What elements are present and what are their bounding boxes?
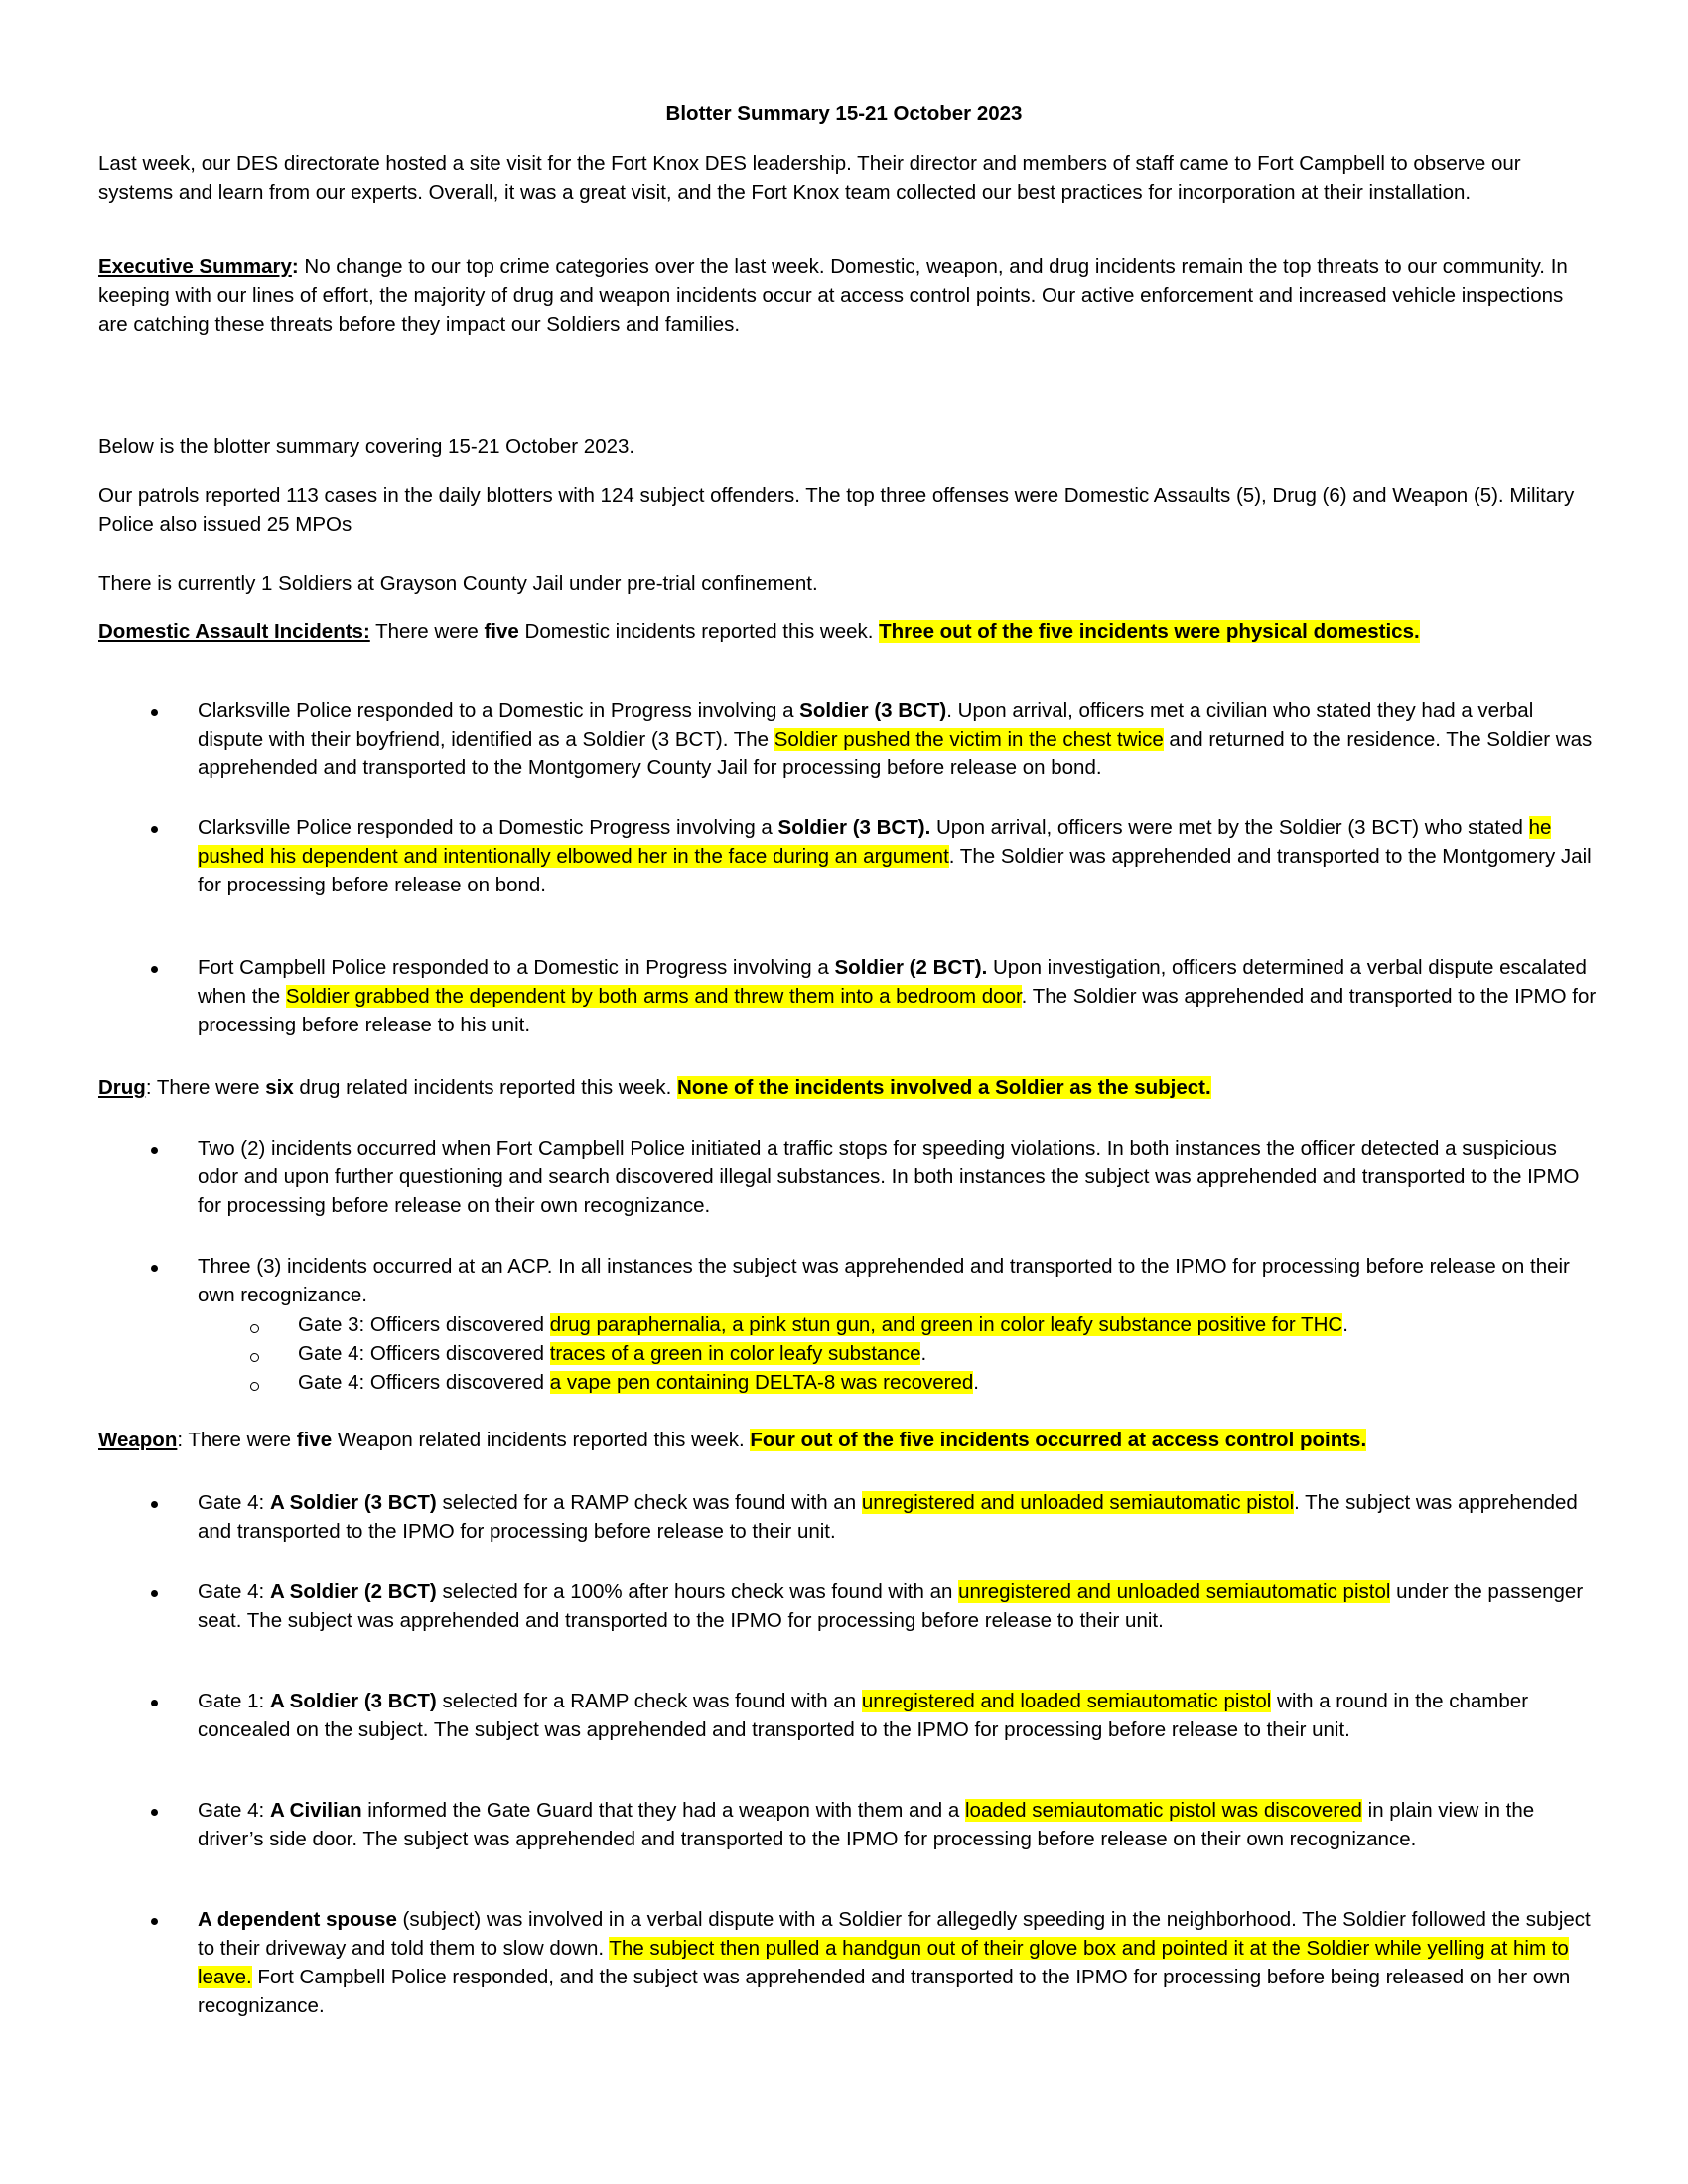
item-text: and returned to the residence. The Soldier was apprehended and transported to the Montgomery County Jail for processing before release on bond. [198,728,1593,779]
item-text: Upon investigation, officers determined a verbal dispute escalated when the [198,956,1587,1008]
drug-sub-item-1 [298,1310,1589,1339]
item-subject: A Soldier (2 BCT) [269,1580,437,1603]
weapon-item-1 [198,1488,1598,1546]
weapon-count: five [296,1429,333,1451]
weapon-item-2 [198,1577,1598,1635]
item-text: . The Soldier was apprehended and transported to the Montgomery Jail for processing before release on bond. [198,845,1592,896]
coverage-paragraph: Below is the blotter summary covering 15-21 October 2023. [98,435,635,458]
item-text: with a round in the chamber concealed on the subject. The subject was apprehended and transported to the IPMO for processing before release to their unit. [198,1690,1529,1741]
domestic-item-3 [198,953,1598,1039]
item-text: . [973,1371,979,1394]
circle-bullet-icon [250,1353,259,1362]
executive-summary-label: Executive Summary [98,255,292,278]
drug-text-2: drug related incidents reported this week. [293,1076,678,1099]
item-text: Fort Campbell Police responded to a Domestic in Progress involving a [198,956,835,979]
item-highlight: a vape pen containing DELTA-8 was recovered [549,1371,974,1394]
weapon-item-4 [198,1796,1598,1853]
item-text: selected for a RAMP check was found with an [436,1491,862,1514]
executive-summary-colon: : [291,255,299,278]
item-subject: A dependent spouse [198,1908,397,1931]
item-text: Gate 4: Officers discovered [298,1371,550,1394]
drug-sub-item-2 [298,1339,1589,1368]
drug-sub-item-3 [298,1368,1589,1397]
item-highlight: unregistered and unloaded semiautomatic pistol [958,1580,1391,1603]
drug-heading [98,1073,1598,1102]
item-text: Clarksville Police responded to a Domestic Progress involving a [198,816,778,839]
item-highlight: drug paraphernalia, a pink stun gun, and green in color leafy substance positive for THC [549,1313,1343,1336]
domestic-heading [98,617,1598,646]
bullet-icon [148,1501,162,1515]
domestic-label: Domestic Assault Incidents: [98,620,370,643]
weapon-text-2: Weapon related incidents reported this week. [332,1429,751,1451]
item-subject: A Soldier (3 BCT) [269,1491,437,1514]
drug-highlight: None of the incidents involved a Soldier as the subject. [677,1076,1211,1099]
weapon-text-1: : There were [177,1429,297,1451]
domestic-count: five [484,620,519,643]
item-text: selected for a RAMP check was found with an [436,1690,862,1712]
bullet-icon [148,826,162,840]
weapon-item-3 [198,1687,1598,1744]
item-highlight: The subject then pulled a handgun out of their glove box and pointed it at the Soldier while yelling at him to leave. [198,1937,1569,1988]
domestic-item-2 [198,813,1598,899]
item-highlight: he pushed his dependent and intentionally elbowed her in the face during an argument [198,816,1552,868]
item-text: Gate 4: Officers discovered [298,1342,550,1365]
bullet-icon [148,1700,162,1713]
item-highlight: traces of a green in color leafy substance [549,1342,921,1365]
executive-summary-paragraph [98,252,1598,339]
weapon-item-5 [198,1905,1598,2020]
drug-item-1: Two (2) incidents occurred when Fort Campbell Police initiated a traffic stops for speeding violations. In both instances the officer detected a suspicious odor and upon further questioning and search discovered illegal substances. In both instances the subject was apprehended and transported to the IPMO for processing before release on their own recognizance. [198,1137,1580,1217]
drug-count: six [265,1076,294,1099]
item-highlight: Soldier grabbed the dependent by both arms and threw them into a bedroom door [285,985,1022,1008]
drug-text-1: : There were [145,1076,266,1099]
item-text: Upon arrival, officers were met by the Soldier (3 BCT) who stated [930,816,1529,839]
item-subject: A Civilian [269,1799,362,1822]
drug-item-2: Three (3) incidents occurred at an ACP. In all instances the subject was apprehended and transported to the IPMO for processing before release on their own recognizance. [198,1255,1570,1306]
item-text: Gate 4: [198,1799,270,1822]
bullet-icon [148,1265,162,1279]
item-highlight: unregistered and unloaded semiautomatic pistol [861,1491,1295,1514]
intro-paragraph: Last week, our DES directorate hosted a site visit for the Fort Knox DES leadership. Their director and members of staff came to Fort Campbell to observe our systems and learn from our experts. Overall, it was a great visit, and the Fort Knox team collected our best practices for incorporation at their installation. [98,152,1521,204]
bullet-icon [148,709,162,723]
item-text: selected for a 100% after hours check was found with an [436,1580,959,1603]
bullet-icon [148,1918,162,1932]
patrols-paragraph: Our patrols reported 113 cases in the daily blotters with 124 subject offenders. The top three offenses were Domestic Assaults (5), Drug (6) and Weapon (5). Military Police also issued 25 MPOs [98,484,1575,536]
drug-label: Drug [98,1076,146,1099]
domestic-text-1: There were [369,620,485,643]
bullet-icon [148,1590,162,1604]
item-text: Gate 4: [198,1491,270,1514]
weapon-highlight: Four out of the five incidents occurred at access control points. [750,1429,1367,1451]
weapon-label: Weapon [98,1429,178,1451]
executive-summary-text: No change to our top crime categories over the last week. Domestic, weapon, and drug incidents remain the top threats to our community. In keeping with our lines of effort, the majority of drug and weapon incidents occur at access control points. Our active enforcement and increased vehicle inspections are catching these threats before they impact our Soldiers and families. [98,255,1568,336]
item-text: . Upon arrival, officers met a civilian who stated they had a verbal dispute with their boyfriend, identified as a Soldier (3 BCT). The [198,699,1534,751]
item-text: informed the Gate Guard that they had a weapon with them and a [361,1799,965,1822]
item-text: . The Soldier was apprehended and transported to the IPMO for processing before release to his unit. [198,985,1597,1036]
item-highlight: unregistered and loaded semiautomatic pistol [861,1690,1272,1712]
item-text: Clarksville Police responded to a Domestic in Progress involving a [198,699,800,722]
item-subject: A Soldier (3 BCT) [269,1690,437,1712]
domestic-highlight: Three out of the five incidents were physical domestics. [879,620,1420,643]
item-text: Gate 4: [198,1580,270,1603]
item-text: in plain view in the driver’s side door. The subject was apprehended and transported to the IPMO for processing before release on their own recognizance. [198,1799,1535,1850]
item-text: Fort Campbell Police responded, and the subject was apprehended and transported to the IPMO for processing before being released on her own recognizance. [198,1966,1571,2017]
bullet-icon [148,966,162,980]
item-text: Gate 3: Officers discovered [298,1313,550,1336]
circle-bullet-icon [250,1324,259,1333]
domestic-text-2: Domestic incidents reported this week. [518,620,880,643]
item-text: . [1342,1313,1348,1336]
item-subject: Soldier (3 BCT) [799,699,947,722]
circle-bullet-icon [250,1382,259,1391]
item-text: (subject) was involved in a verbal dispute with a Soldier for allegedly speeding in the neighborhood. The Soldier followed the subject to their driveway and told them to slow down. [198,1908,1591,1960]
item-text: Gate 1: [198,1690,270,1712]
page-title: Blotter Summary 15-21 October 2023 [665,102,1023,125]
bullet-icon [148,1147,162,1160]
item-text: . [920,1342,927,1365]
item-highlight: Soldier pushed the victim in the chest twice [774,728,1164,751]
item-subject: Soldier (3 BCT). [777,816,931,839]
weapon-heading [98,1426,1598,1454]
item-text: under the passenger seat. The subject was apprehended and transported to the IPMO for processing before release to their unit. [198,1580,1584,1632]
item-highlight: loaded semiautomatic pistol was discovered [965,1799,1362,1822]
item-subject: Soldier (2 BCT). [834,956,988,979]
item-text: . The subject was apprehended and transported to the IPMO for processing before release to their unit. [198,1491,1578,1543]
domestic-item-1 [198,696,1598,782]
jail-paragraph: There is currently 1 Soldiers at Grayson County Jail under pre-trial confinement. [98,572,818,595]
bullet-icon [148,1809,162,1823]
